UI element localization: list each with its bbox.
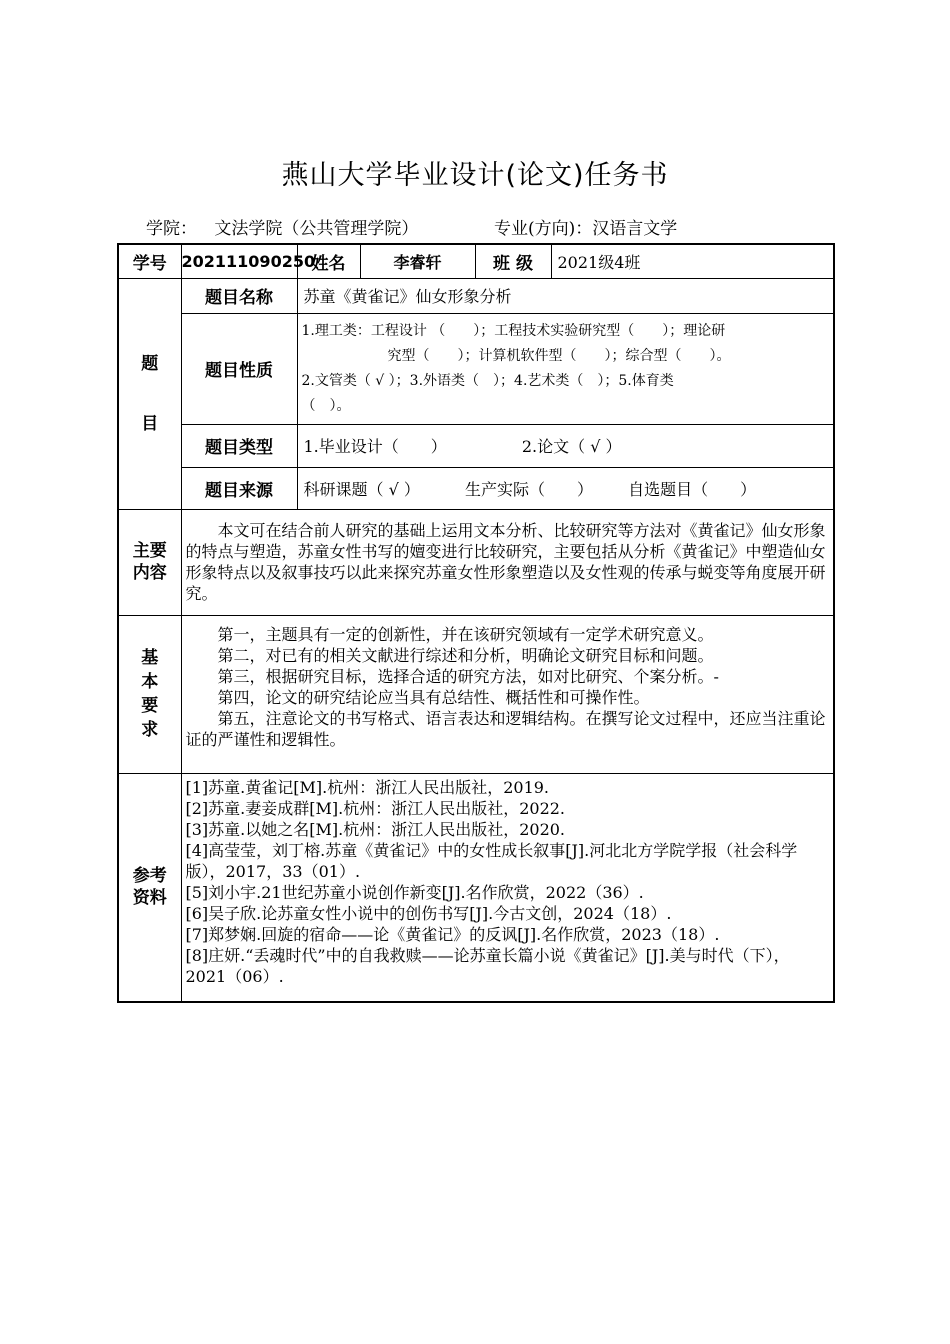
student-id-value: 202111090250 <box>181 244 297 278</box>
source-practice: 生产实际（ ） <box>464 479 593 499</box>
type-thesis: 2.论文（ √ ） <box>521 437 622 456</box>
task-table <box>117 243 835 1003</box>
req-label-char-3: 要 <box>141 696 159 716</box>
name-label: 姓名 <box>297 244 360 278</box>
reference-item: [8]庄妍.“丢魂时代”中的自我救赎——论苏童长篇小说《黄雀记》[J].美与时代（下），2021（06）. <box>185 945 790 986</box>
reference-item: [7]郑梦娴.回旋的宿命——论《黄雀记》的反讽[J].名作欣赏，2023（18）. <box>185 924 720 944</box>
name-value: 李睿轩 <box>360 244 475 278</box>
nature-line-1: 1.理工类：工程设计 （ ）；工程技术实验研究型（ ）；理论研 <box>301 322 726 339</box>
reference-item: [2]苏童.妻妾成群[M].杭州：浙江人民出版社，2022. <box>185 798 566 818</box>
topic-source-label: 题目来源 <box>181 467 297 509</box>
topic-label-char-1: 题 <box>141 353 159 374</box>
topic-nature-label: 题目性质 <box>181 313 297 424</box>
college-label: 学院： <box>146 219 197 239</box>
requirement-item: 第一，主题具有一定的创新性，并在该研究领域有一定学术研究意义。 <box>217 624 714 644</box>
college-value: 文法学院（公共管理学院） <box>214 219 419 239</box>
college-major-line <box>146 214 678 239</box>
major-label: 专业(方向)： <box>494 219 593 239</box>
requirement-item: 第四，论文的研究结论应当具有总结性、概括性和可操作性。 <box>217 687 650 707</box>
nature-line-4: （ ）。 <box>301 397 351 414</box>
major-field <box>494 214 677 239</box>
topic-group-label <box>118 278 181 509</box>
document-title: 燕山大学毕业设计(论文)任务书 <box>281 160 669 191</box>
requirements-text <box>181 615 834 773</box>
requirements-label <box>118 615 181 773</box>
content-paragraph: 本文可在结合前人研究的基础上运用文本分析、比较研究等方法对《黄雀记》仙女形象的特点与塑造，苏童女性书写的嬗变进行比较研究，主要包括从分析《黄雀记》中塑造仙女形象特点以及叙事技巧以此来探究苏童女性形象塑造以及女性观的传承与蜕变等角度展开研究。 <box>185 521 826 603</box>
topic-source-value <box>297 467 834 509</box>
topic-type-value <box>297 424 834 467</box>
topic-type-label: 题目类型 <box>181 424 297 467</box>
requirement-item: 第二，对已有的相关文献进行综述和分析，明确论文研究目标和问题。 <box>217 645 714 665</box>
reference-item: [5]刘小宇.21世纪苏童小说创作新变[J].名作欣赏，2022（36）. <box>185 882 644 902</box>
student-id-label: 学号 <box>118 244 181 278</box>
type-design: 1.毕业设计（ ） <box>303 437 447 456</box>
req-label-char-1: 基 <box>141 648 159 668</box>
source-research: 科研课题（ √ ） <box>303 479 420 499</box>
reference-item: [1]苏童.黄雀记[M].杭州：浙江人民出版社，2019. <box>185 777 550 797</box>
requirement-item: 第五，注意论文的书写格式、语言表达和逻辑结构。在撰写论文过程中，还应当注重论证的严谨性和逻辑性。 <box>185 708 826 749</box>
topic-label-char-2: 目 <box>141 413 159 434</box>
references-label: 参考资料 <box>118 773 181 1002</box>
topic-nature-value <box>297 313 834 424</box>
reference-item: [4]高莹莹，刘丁榕.苏童《黄雀记》中的女性成长叙事[J].河北北方学院学报（社会科学版），2017，33（01）. <box>185 840 798 881</box>
nature-line-2: 究型（ ）；计算机软件型（ ）；综合型（ ）。 <box>387 347 731 364</box>
req-label-char-2: 本 <box>141 672 159 692</box>
class-label: 班 级 <box>475 244 551 278</box>
class-value: 2021级4班 <box>551 244 834 278</box>
reference-item: [3]苏童.以她之名[M].杭州：浙江人民出版社，2020. <box>185 819 566 839</box>
req-label-char-4: 求 <box>141 720 159 740</box>
nature-line-3: 2.文管类（ √ ）；3.外语类（ ）；4.艺术类（ ）；5.体育类 <box>301 372 674 389</box>
topic-name-value: 苏童《黄雀记》仙女形象分析 <box>297 278 834 313</box>
major-value: 汉语言文学 <box>592 219 678 239</box>
reference-item: [6]吴子欣.论苏童女性小说中的创伤书写[J].今古文创，2024（18）. <box>185 903 672 923</box>
content-text <box>181 509 834 615</box>
source-self: 自选题目（ ） <box>628 479 757 499</box>
topic-name-label: 题目名称 <box>181 278 297 313</box>
references-list <box>181 773 834 1002</box>
requirement-item: 第三，根据研究目标，选择合适的研究方法，如对比研究、个案分析。- <box>217 666 719 686</box>
content-label: 主要内容 <box>118 509 181 615</box>
